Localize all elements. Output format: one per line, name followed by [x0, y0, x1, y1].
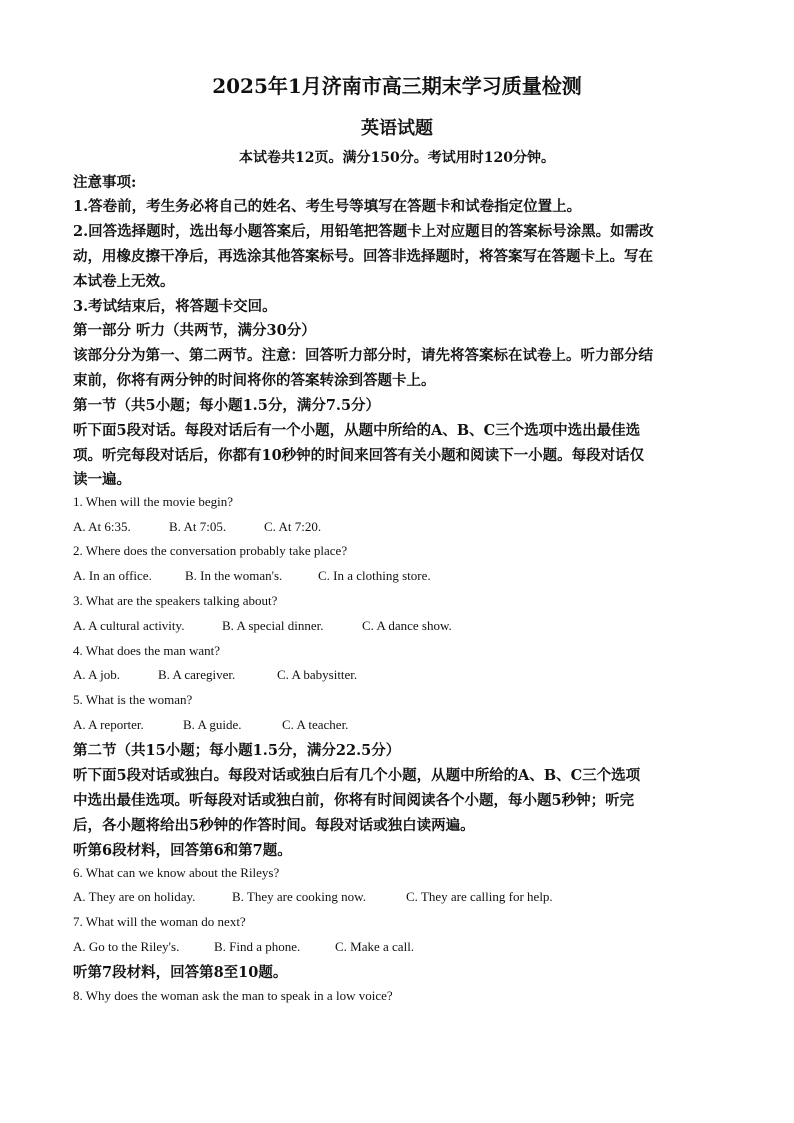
- question-5: 5. What is the woman?: [73, 692, 193, 707]
- option-b: B. At 7:05.: [169, 519, 227, 534]
- question-7: 7. What will the woman do next?: [73, 914, 246, 929]
- option-c: C. A dance show.: [362, 618, 452, 633]
- note-item-3: 3.考试结束后，将答题卡交回。: [73, 298, 277, 315]
- question-5-options: [73, 715, 348, 735]
- option-a: A. A job.: [73, 667, 120, 682]
- question-3: 3. What are the speakers talking about?: [73, 593, 278, 608]
- question-4: 4. What does the man want?: [73, 643, 221, 658]
- option-c: C. At 7:20.: [264, 519, 322, 534]
- note-item-2-line-3: 本试卷上无效。: [73, 273, 175, 290]
- option-b: B. A caregiver.: [158, 667, 236, 682]
- section2-intro-line-2: 中选出最佳选项。听每段对话或独白前，你将有时间阅读各个小题，每小题5秒钟；听完: [73, 792, 635, 809]
- section1-intro-line-3: 读一遍。: [73, 471, 131, 488]
- page-subtitle: 英语试题: [361, 118, 433, 139]
- option-a: A. They are on holiday.: [73, 889, 196, 904]
- option-c: C. A babysitter.: [277, 667, 358, 682]
- option-a: A. In an office.: [73, 568, 152, 583]
- note-item-2-line-1: 2.回答选择题时，选出每小题答案后，用铅笔把答题卡上对应题目的答案标号涂黑。如需改: [73, 223, 654, 240]
- option-b: B. A guide.: [183, 717, 242, 732]
- question-6-options: [73, 887, 553, 907]
- section2-intro-line-3: 后，各小题将给出5秒钟的作答时间。每段对话或独白读两遍。: [73, 817, 475, 834]
- option-c: C. A teacher.: [282, 717, 349, 732]
- part1-heading: 第一部分 听力（共两节，满分30分）: [73, 322, 316, 339]
- option-a: A. A cultural activity.: [73, 618, 185, 633]
- option-a: A. A reporter.: [73, 717, 144, 732]
- exam-info: 本试卷共12页。满分150分。考试用时120分钟。: [239, 150, 555, 166]
- option-a: A. At 6:35.: [73, 519, 131, 534]
- material-6-heading: 听第6段材料，回答第6和第7题。: [73, 842, 292, 859]
- page-title: 2025年1月济南市高三期末学习质量检测: [212, 74, 582, 98]
- question-4-options: [73, 665, 357, 685]
- question-2-options: [73, 566, 431, 586]
- question-1-options: [73, 517, 321, 537]
- option-a: A. Go to the Riley's.: [73, 939, 180, 954]
- section2-intro-line-1: 听下面5段对话或独白。每段对话或独白后有几个小题，从题中所给的A、B、C三个选项: [73, 767, 641, 784]
- part1-intro-line-1: 该部分分为第一、第二两节。注意：回答听力部分时，请先将答案标在试卷上。听力部分结: [73, 347, 653, 364]
- option-b: B. Find a phone.: [214, 939, 301, 954]
- notes-heading: 注意事项:: [73, 174, 137, 191]
- option-b: B. A special dinner.: [222, 618, 324, 633]
- question-1: 1. When will the movie begin?: [73, 494, 234, 509]
- section2-heading: 第二节（共15小题；每小题1.5分，满分22.5分）: [73, 742, 401, 759]
- question-2: 2. Where does the conversation probably take place?: [73, 543, 348, 558]
- part1-intro-line-2: 束前，你将有两分钟的时间将你的答案转涂到答题卡上。: [73, 372, 436, 389]
- option-c: C. Make a call.: [335, 939, 415, 954]
- section1-intro-line-2: 项。听完每段对话后，你都有10秒钟的时间来回答有关小题和阅读下一小题。每段对话仅: [73, 447, 645, 464]
- section1-heading: 第一节（共5小题；每小题1.5分，满分7.5分）: [73, 397, 381, 414]
- option-b: B. They are cooking now.: [232, 889, 366, 904]
- question-8: 8. Why does the woman ask the man to speak in a low voice?: [73, 988, 393, 1003]
- question-7-options: [73, 937, 414, 957]
- question-6: 6. What can we know about the Rileys?: [73, 865, 280, 880]
- option-c: C. In a clothing store.: [318, 568, 431, 583]
- option-c: C. They are calling for help.: [406, 889, 553, 904]
- note-item-1: 1.答卷前，考生务必将自己的姓名、考生号等填写在答题卡和试卷指定位置上。: [73, 198, 582, 215]
- material-7-heading: 听第7段材料，回答第8至10题。: [73, 964, 288, 981]
- question-3-options: [73, 616, 452, 636]
- note-item-2-line-2: 动，用橡皮擦干净后，再选涂其他答案标号。回答非选择题时，将答案写在答题卡上。写在: [73, 248, 653, 265]
- section1-intro-line-1: 听下面5段对话。每段对话后有一个小题，从题中所给的A、B、C三个选项中选出最佳选: [73, 422, 641, 439]
- option-b: B. In the woman's.: [185, 568, 283, 583]
